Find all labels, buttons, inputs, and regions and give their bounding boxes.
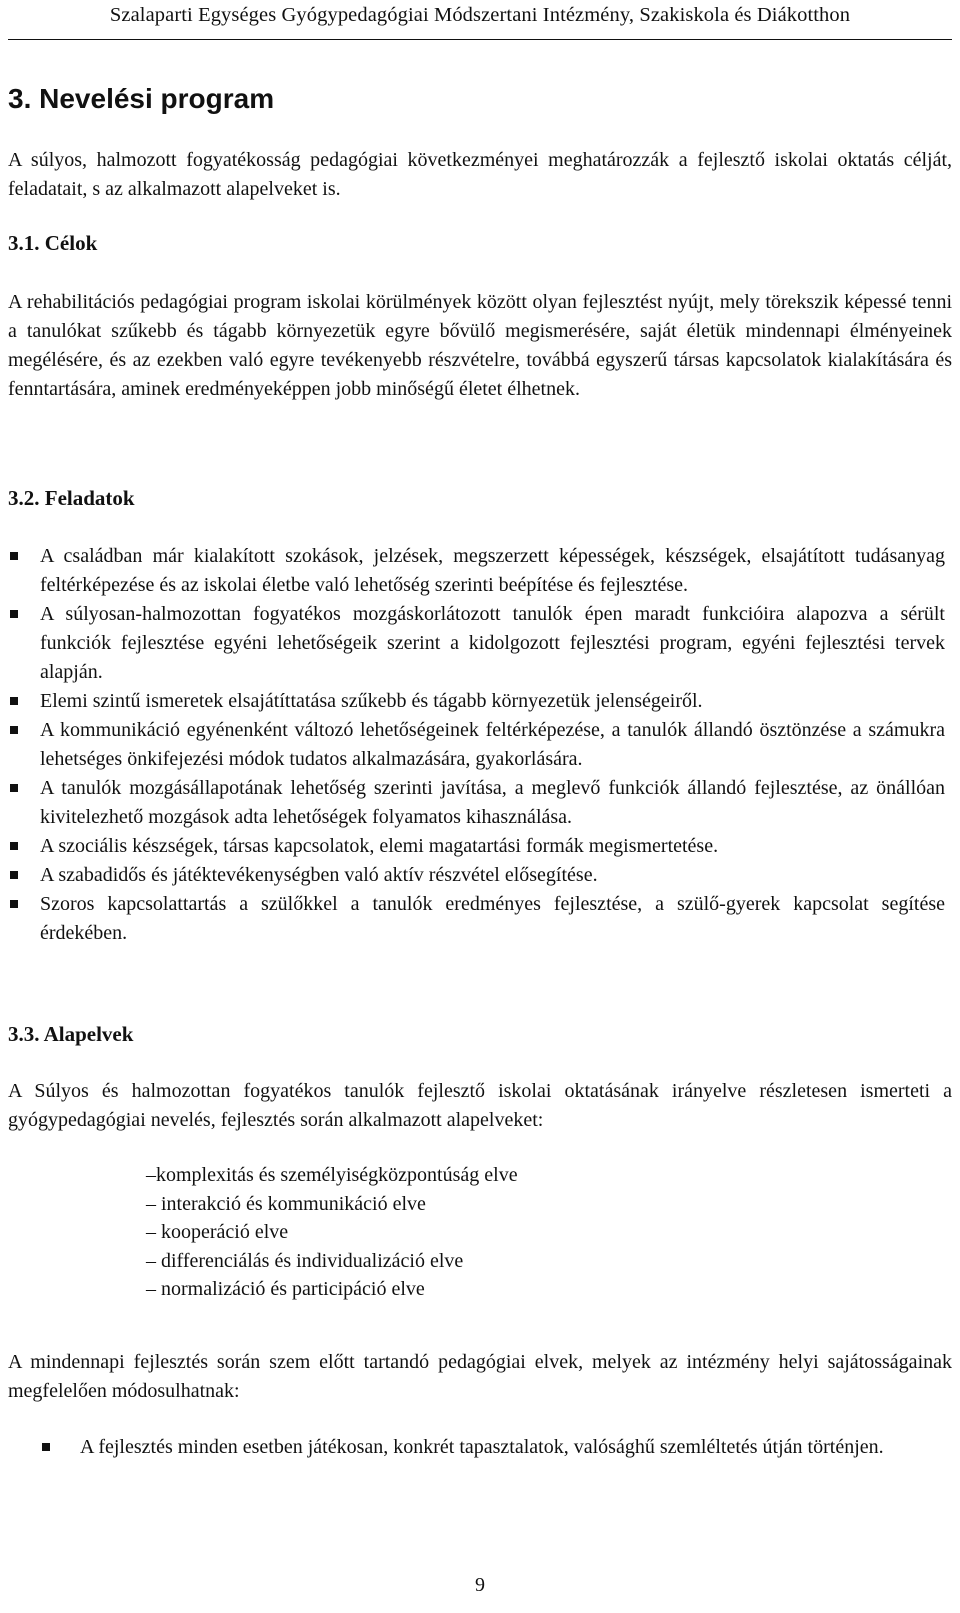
page-header: Szalaparti Egységes Gyógypedagógiai Módszertani Intézmény, Szakiskola és Diákotthon <box>109 4 851 26</box>
header-divider <box>8 39 952 40</box>
bullet-square-icon <box>10 726 18 734</box>
list-item: – normalizáció és participáció elve <box>146 1278 425 1300</box>
list-item: A súlyosan-halmozottan fogyatékos mozgáskorlátozott tanulók épen maradt funkcióira alapozva a sérült funkciók fejlesztése egyéni lehetőségeik szerint a kidolgozott fejlesztési program, egyéni fejlesztési tervek alapján. <box>0 600 945 687</box>
section-title: 3. Nevelési program <box>8 83 275 114</box>
daily-principles-list <box>0 1433 960 1462</box>
list-item: A szociális készségek, társas kapcsolatok, elemi magatartási formák megismertetése. <box>0 832 945 861</box>
bullet-square-icon <box>42 1443 50 1451</box>
list-item: A fejlesztés minden esetben játékosan, konkrét tapasztalatok, valósághű szemléltetés útján történjen. <box>0 1433 945 1462</box>
daily-principles-paragraph: A mindennapi fejlesztés során szem előtt tartandó pedagógiai elvek, melyek az intézmény helyi sajátosságainak megfelelően módosulhatnak: <box>8 1351 952 1402</box>
list-item: A családban már kialakított szokások, jelzések, megszerzett képességek, készségek, elsajátított tudásanyag feltérképezése és az iskolai életbe való lehetőség szerinti beépítése és fejlesztése. <box>0 542 945 600</box>
section-intro: A súlyos, halmozott fogyatékosság pedagógiai következményei meghatározzák a fejlesztő iskolai oktatás célját, feladatait, s az alkalmazott alapelveket is. <box>8 149 952 200</box>
principles-list <box>146 1161 518 1304</box>
page-number: 9 <box>475 1574 485 1596</box>
list-item: – differenciálás és individualizáció elve <box>146 1249 464 1272</box>
list-item: A kommunikáció egyénenként változó lehetőségeinek feltérképezése, a tanulók állandó ösztönzése a számukra lehetséges önkifejezési módok tudatos alkalmazására, gyakorlására. <box>0 716 945 774</box>
list-item: Elemi szintű ismeretek elsajátíttatása szűkebb és tágabb környezetük jelenségeiről. <box>0 687 945 716</box>
bullet-square-icon <box>10 784 18 792</box>
subsection-title-celok: 3.1. Célok <box>8 231 98 255</box>
bullet-square-icon <box>10 697 18 705</box>
bullet-square-icon <box>10 900 18 908</box>
feladatok-list <box>0 542 960 948</box>
list-item: A tanulók mozgásállapotának lehetőség szerinti javítása, a meglevő funkciók állandó fejlesztése, az önállóan kivitelezhető mozgások adta lehetőségek folyamatos kihasználása. <box>0 774 945 832</box>
bullet-square-icon <box>10 842 18 850</box>
bullet-square-icon <box>10 871 18 879</box>
list-item: A szabadidős és játéktevékenységben való aktív részvétel elősegítése. <box>0 861 945 890</box>
subsection-title-feladatok: 3.2. Feladatok <box>8 486 135 510</box>
list-item: – interakció és kommunikáció elve <box>146 1192 426 1215</box>
subsection-title-alapelvek: 3.3. Alapelvek <box>8 1022 134 1046</box>
celok-paragraph: A rehabilitációs pedagógiai program iskolai körülmények között olyan fejlesztést nyújt, mely törekszik képessé tenni a tanulókat szűkebb és tágabb környezetük egyre bővülő megismerésére, saját életük mindennapi élményeinek megélésére, és az ezekben való egyre tevékenyebb részvételre, továbbá egyszerű társas kapcsolatok kialakítására és fenntartására, aminek eredményeképpen jobb minőségű életet élhetnek. <box>8 291 952 400</box>
bullet-square-icon <box>10 552 18 560</box>
alapelvek-intro: A Súlyos és halmozottan fogyatékos tanulók fejlesztő iskolai oktatásának irányelve részletesen ismerteti a gyógypedagógiai nevelés, fejlesztés során alkalmazott alapelveket: <box>8 1080 952 1131</box>
list-item: Szoros kapcsolattartás a szülőkkel a tanulók eredményes fejlesztése, a szülő-gyerek kapcsolat segítése érdekében. <box>0 890 945 948</box>
list-item: – kooperáció elve <box>146 1221 289 1243</box>
list-item: –komplexitás és személyiségközpontúság elve <box>146 1164 518 1186</box>
bullet-square-icon <box>10 610 18 618</box>
